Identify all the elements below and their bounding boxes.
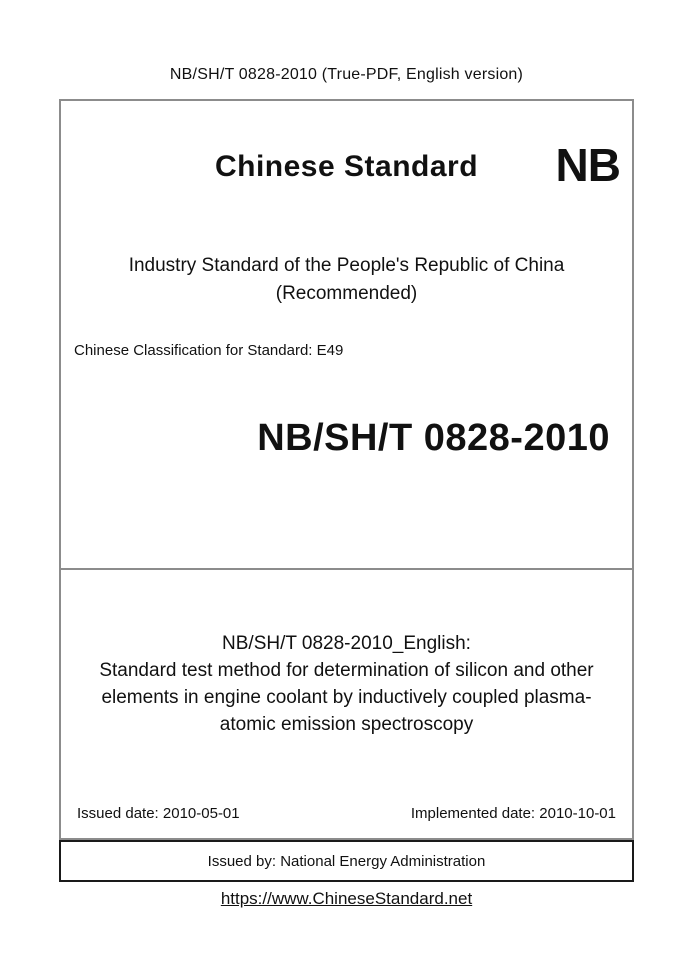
document-title-line-4: atomic emission spectroscopy [219,714,474,735]
nb-logo: NB [555,139,620,191]
issued-by-box [59,840,634,882]
standard-type-block [61,252,632,308]
standard-code: NB/SH/T 0828-2010 [257,417,610,459]
brand-row [61,139,632,191]
issued-date-label: Issued date: 2010-05-01 [77,805,240,822]
cover-bottom-section [61,570,632,838]
document-title-line-3: elements in engine coolant by inductively coupled plasma- [101,687,592,708]
cover-top-section [61,101,632,570]
issued-by-label: Issued by: National Energy Administration [207,852,486,870]
document-title-block [61,570,632,738]
implemented-date-label: Implemented date: 2010-10-01 [410,805,616,822]
cover-box [59,99,634,840]
website-link[interactable]: https://www.ChineseStandard.net [220,889,473,908]
brand-title: Chinese Standard [214,150,479,183]
page-header-text: NB/SH/T 0828-2010 (True-PDF, English version) [169,66,524,83]
standard-type-line-2: (Recommended) [275,283,418,304]
dates-row [77,805,616,822]
website-row [0,889,693,909]
document-title-line-2: Standard test method for determination of silicon and other [99,660,594,681]
standard-type-line-1: Industry Standard of the People's Republic of China [128,255,565,276]
document-title-line-1: NB/SH/T 0828-2010_English: [222,633,471,654]
classification-label: Chinese Classification for Standard: E49 [74,342,344,359]
